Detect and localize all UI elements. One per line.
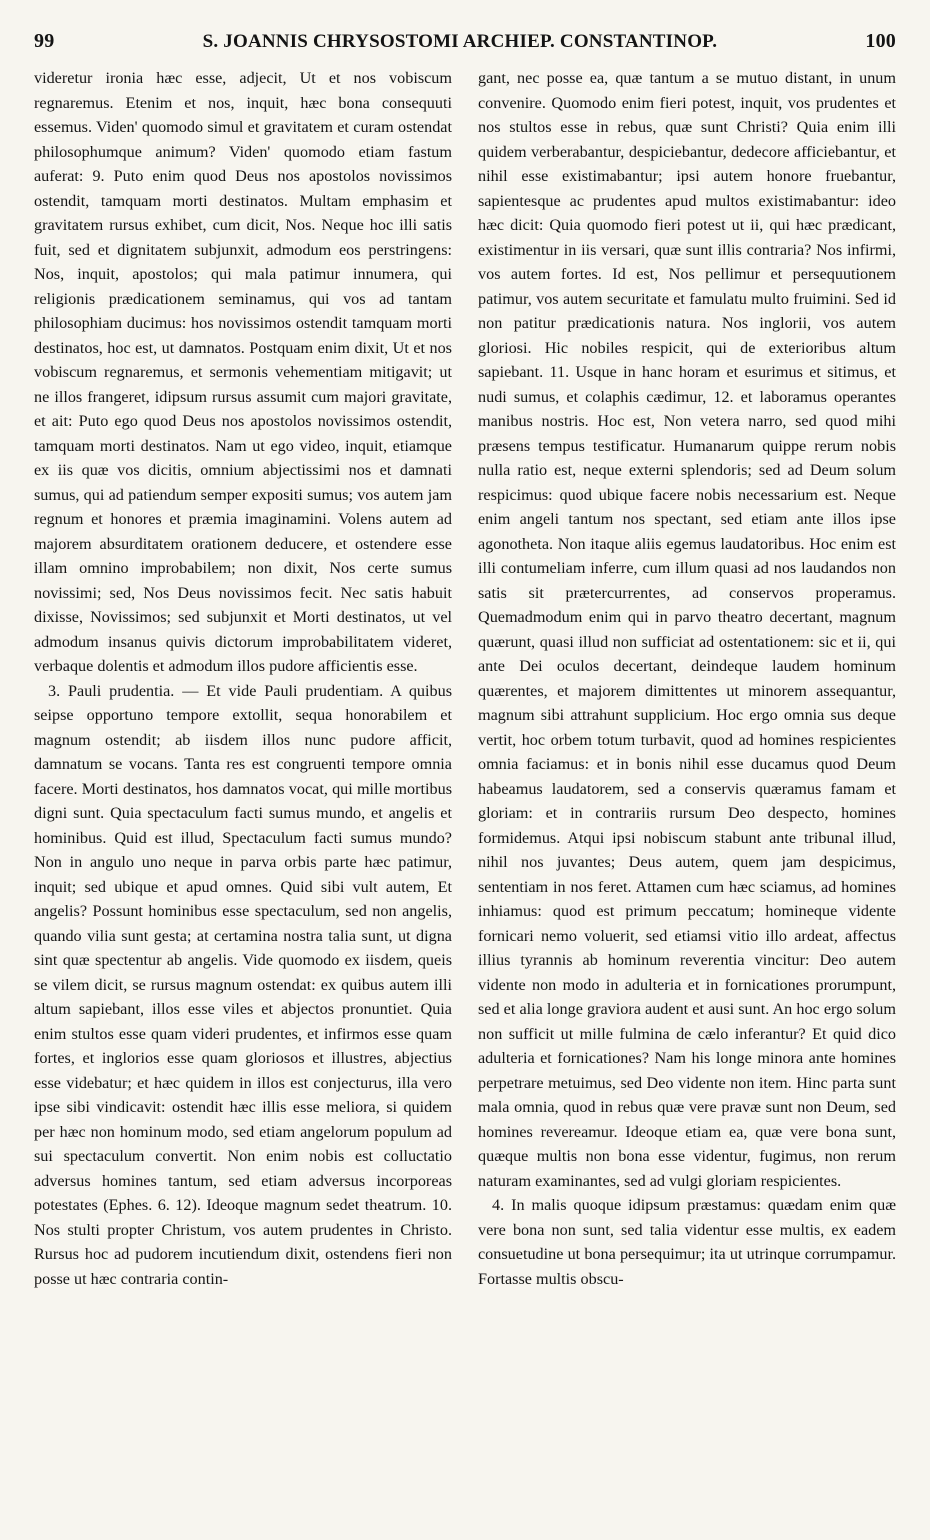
running-header (34, 30, 896, 60)
right-paragraph-1: gant, nec posse ea, quæ tantum a se mutuo distant, in unum convenire. Quomodo enim fieri potest, inquit, vos prudentes et nos stultos esse in rebus, quæ sunt Christi? Quia enim illi quidem verberabantur, despiciebantur, dedecore afficiebantur, et nihil esse existimabantur; ipsi autem honore fruebantur, sapientesque ac prudentes apud multos existimabantur: ideo hæc dicit: Quia quomodo fieri potest ut ii, qui hæc prædicant, existimentur in iis versari, quæ sunt illis contraria? Nos infirmi, vos autem fortes. Id est, Nos pellimur et persequutionem patimur, vos autem securitate et famulatu multo fruimini. Sed id non patitur prædicationis natura. Nos inglorii, vos autem gloriosi. Hic nobiles respicit, qui de exterioribus altum sapiebant. 11. Usque in hanc horam et esurimus et sitimus, et nudi sumus, et colaphis cædimur, 12. et laboramus operantes manibus nostris. Hoc est, Non vetera narro, sed quod mihi præsens tempus testificatur. Humanarum quippe rerum nobis nulla ratio est, neque externi splendoris; sed ad Deum solum respicimus: quod ubique facere nobis necessarium est. Neque enim angeli tantum nos spectant, sed etiam ante illos ipse agonotheta. Non itaque aliis egemus laudatoribus. Hoc enim est illi contumeliam inferre, cum illum quasi ad nos laudandos non satis sit prætercurrentes, ad conservos properamus. Quemadmodum enim qui in parvo theatro decertant, magnum quærunt, quasi illud non sufficiat ad ostentationem: sic et ii, qui ante Dei oculos decertant, deindeque laudem hominum quærentes, et majorem dimittentes ut minorem assequantur, magnum sibi attrahunt supplicium. Hoc ergo omnia sus deque vertit, hoc orbem totum turbavit, quod ad homines respicientes omnia faciamus: et in bonis nihil esse ducamus quod Deum habeamus laudatorem, sed a conservis quæramus famam et gloriam: et in contrariis rursum Deo despecto, homines formidemus. Atqui ipsi nobiscum stabunt ante tribunal illud, nihil nos juvantes; Deus autem, quem jam despicimus, sententiam in nos feret. Attamen cum hæc sciamus, ad homines inhiamus: quod est primum peccatum; homineque vidente fornicari nemo voluerit, sed etiamsi vitio illo ardeat, affectus illius tyrannis ab hominum reverentia vincitur: Deo autem vidente non modo in adulteria et in fornicationes prorumpunt, sed et alia longe graviora audent et ausi sunt. An hoc ergo solum non sufficit ut mille fulmina de cælo inferantur? Et quid dico adulteria et fornicationes? Nam his longe minora ante homines perpetrare metuimus, sed Deo vidente non item. Hinc parta sunt mala omnia, quod in rebus quæ vere pravæ sunt non Deum, sed homines revereamur. Ideoque etiam ea, quæ vere bona sunt, quæque multis non bona esse videntur, fugimus, non rerum naturam examinantes, sed ad vulgi gloriam respicientes. (478, 69, 896, 1190)
left-paragraph-1: videretur ironia hæc esse, adjecit, Ut et nos vobiscum regnaremus. Etenim et nos, inquit, hæc bona consequuti essemus. Viden' quomodo simul et gravitatem et curam ostendat philosophumque animum? Viden' quomodo etiam fastum auferat: 9. Puto enim quod Deus nos apostolos novissimos ostendit, tamquam morti destinatos. Multam emphasim et gravitatem rursus exhibet, cum dicit, Nos. Neque hoc illi satis fuit, sed et dignitatem subjunxit, admodum eos perstringens: Nos, inquit, apostolos; qui mala patimur innumera, qui religionis prædicationem seminamus, qui vos ad tantam philosophiam ducimus: hos novissimos ostendit tamquam morti destinatos, hoc est, ut damnatos. Postquam enim dixit, Ut et nos vobiscum regnaremus, et sermonis vehementiam mitigavit; ut ne illos frangeret, idipsum rursus assumit cum majori gravitate, et ait: Puto ego quod Deus nos apostolos novissimos ostendit, tamquam morti destinatos. Nam ut ego video, inquit, etiamque ex iis quæ vos dicitis, omnium abjectissimi nos et damnati sumus, qui ad patiendum semper expositi sumus; vos autem jam regnum et honores et præmia imaginamini. Volens autem ad majorem absurditatem orationem deducere, et ostendere esse illam omnino improbabilem; non dixit, Nos certe sumus novissimi; sed, Nos Deus novissimos fecit. Nec satis habuit dixisse, Novissimos; sed subjunxit et Morti destinatos, ut vel admodum insanus quivis dictorum improbabilitatem videret, verbaque dolentis et admodum illos pudore afficientis esse. (34, 69, 452, 675)
right-column (478, 66, 896, 1291)
page-number-right: 100 (865, 30, 896, 52)
left-paragraph-2: 3. Pauli prudentia. — Et vide Pauli prudentiam. A quibus seipse opportuno tempore extollit, sequa honorabilem et magnum ostendit; ab iisdem illos nunc pudore afficit, damnatum se vocans. Tanta res est congruenti tempore omnia facere. Morti destinatos, hos damnatos vocat, qui mille mortibus digni sunt. Quia spectaculum facti sumus mundo, et angelis et hominibus. Quid est illud, Spectaculum facti sumus mundo? Non in angulo uno neque in parva orbis parte hæc patimur, inquit; sed ubique et apud omnes. Quid sibi vult autem, Et angelis? Possunt hominibus esse spectaculum, sed non angelis, quando vilia sunt gesta; at certamina nostra talia sunt, ut digna sint quæ spectentur ab angelis. Vide quomodo ex iisdem, queis se vilem dicit, se rursus magnum ostendat: ex quibus autem illi altum sapiebant, illos esse viles et abjectos pronuntiet. Quia enim stultos esse quam videri prudentes, et infirmos esse quam fortes, et inglorios esse quam gloriosos et illustres, abjectius esse videbatur; et hæc quidem in illos est conjecturus, illa vero ipse sibi vindicavit: ostendit hæc illis esse meliora, si quidem per hæc non hominum modo, sed etiam angelorum populum ad sui spectaculum convertit. Non enim nobis est colluctatio adversus homines tantum, sed etiam adversus incorporeas potestates (Ephes. 6. 12). Ideoque magnum sedet theatrum. 10. Nos stulti propter Christum, vos autem prudentes in Christo. Rursus hoc ad pudorem incutiendum dixit, ostendens fieri non posse ut hæc contraria contin- (34, 681, 452, 1288)
page-number-left: 99 (34, 30, 55, 52)
right-paragraph-2: 4. In malis quoque idipsum præstamus: quædam enim quæ vere bona non sunt, sed talia videntur esse multis, ex eadem consuetudine ut bona persequimur; ita ut utrinque corrumpamur. Fortasse multis obscu- (478, 1196, 896, 1288)
left-column (34, 66, 452, 1291)
running-title: S. JOANNIS CHRYSOSTOMI ARCHIEP. CONSTANTINOP. (202, 31, 718, 52)
text-columns (34, 66, 896, 1291)
